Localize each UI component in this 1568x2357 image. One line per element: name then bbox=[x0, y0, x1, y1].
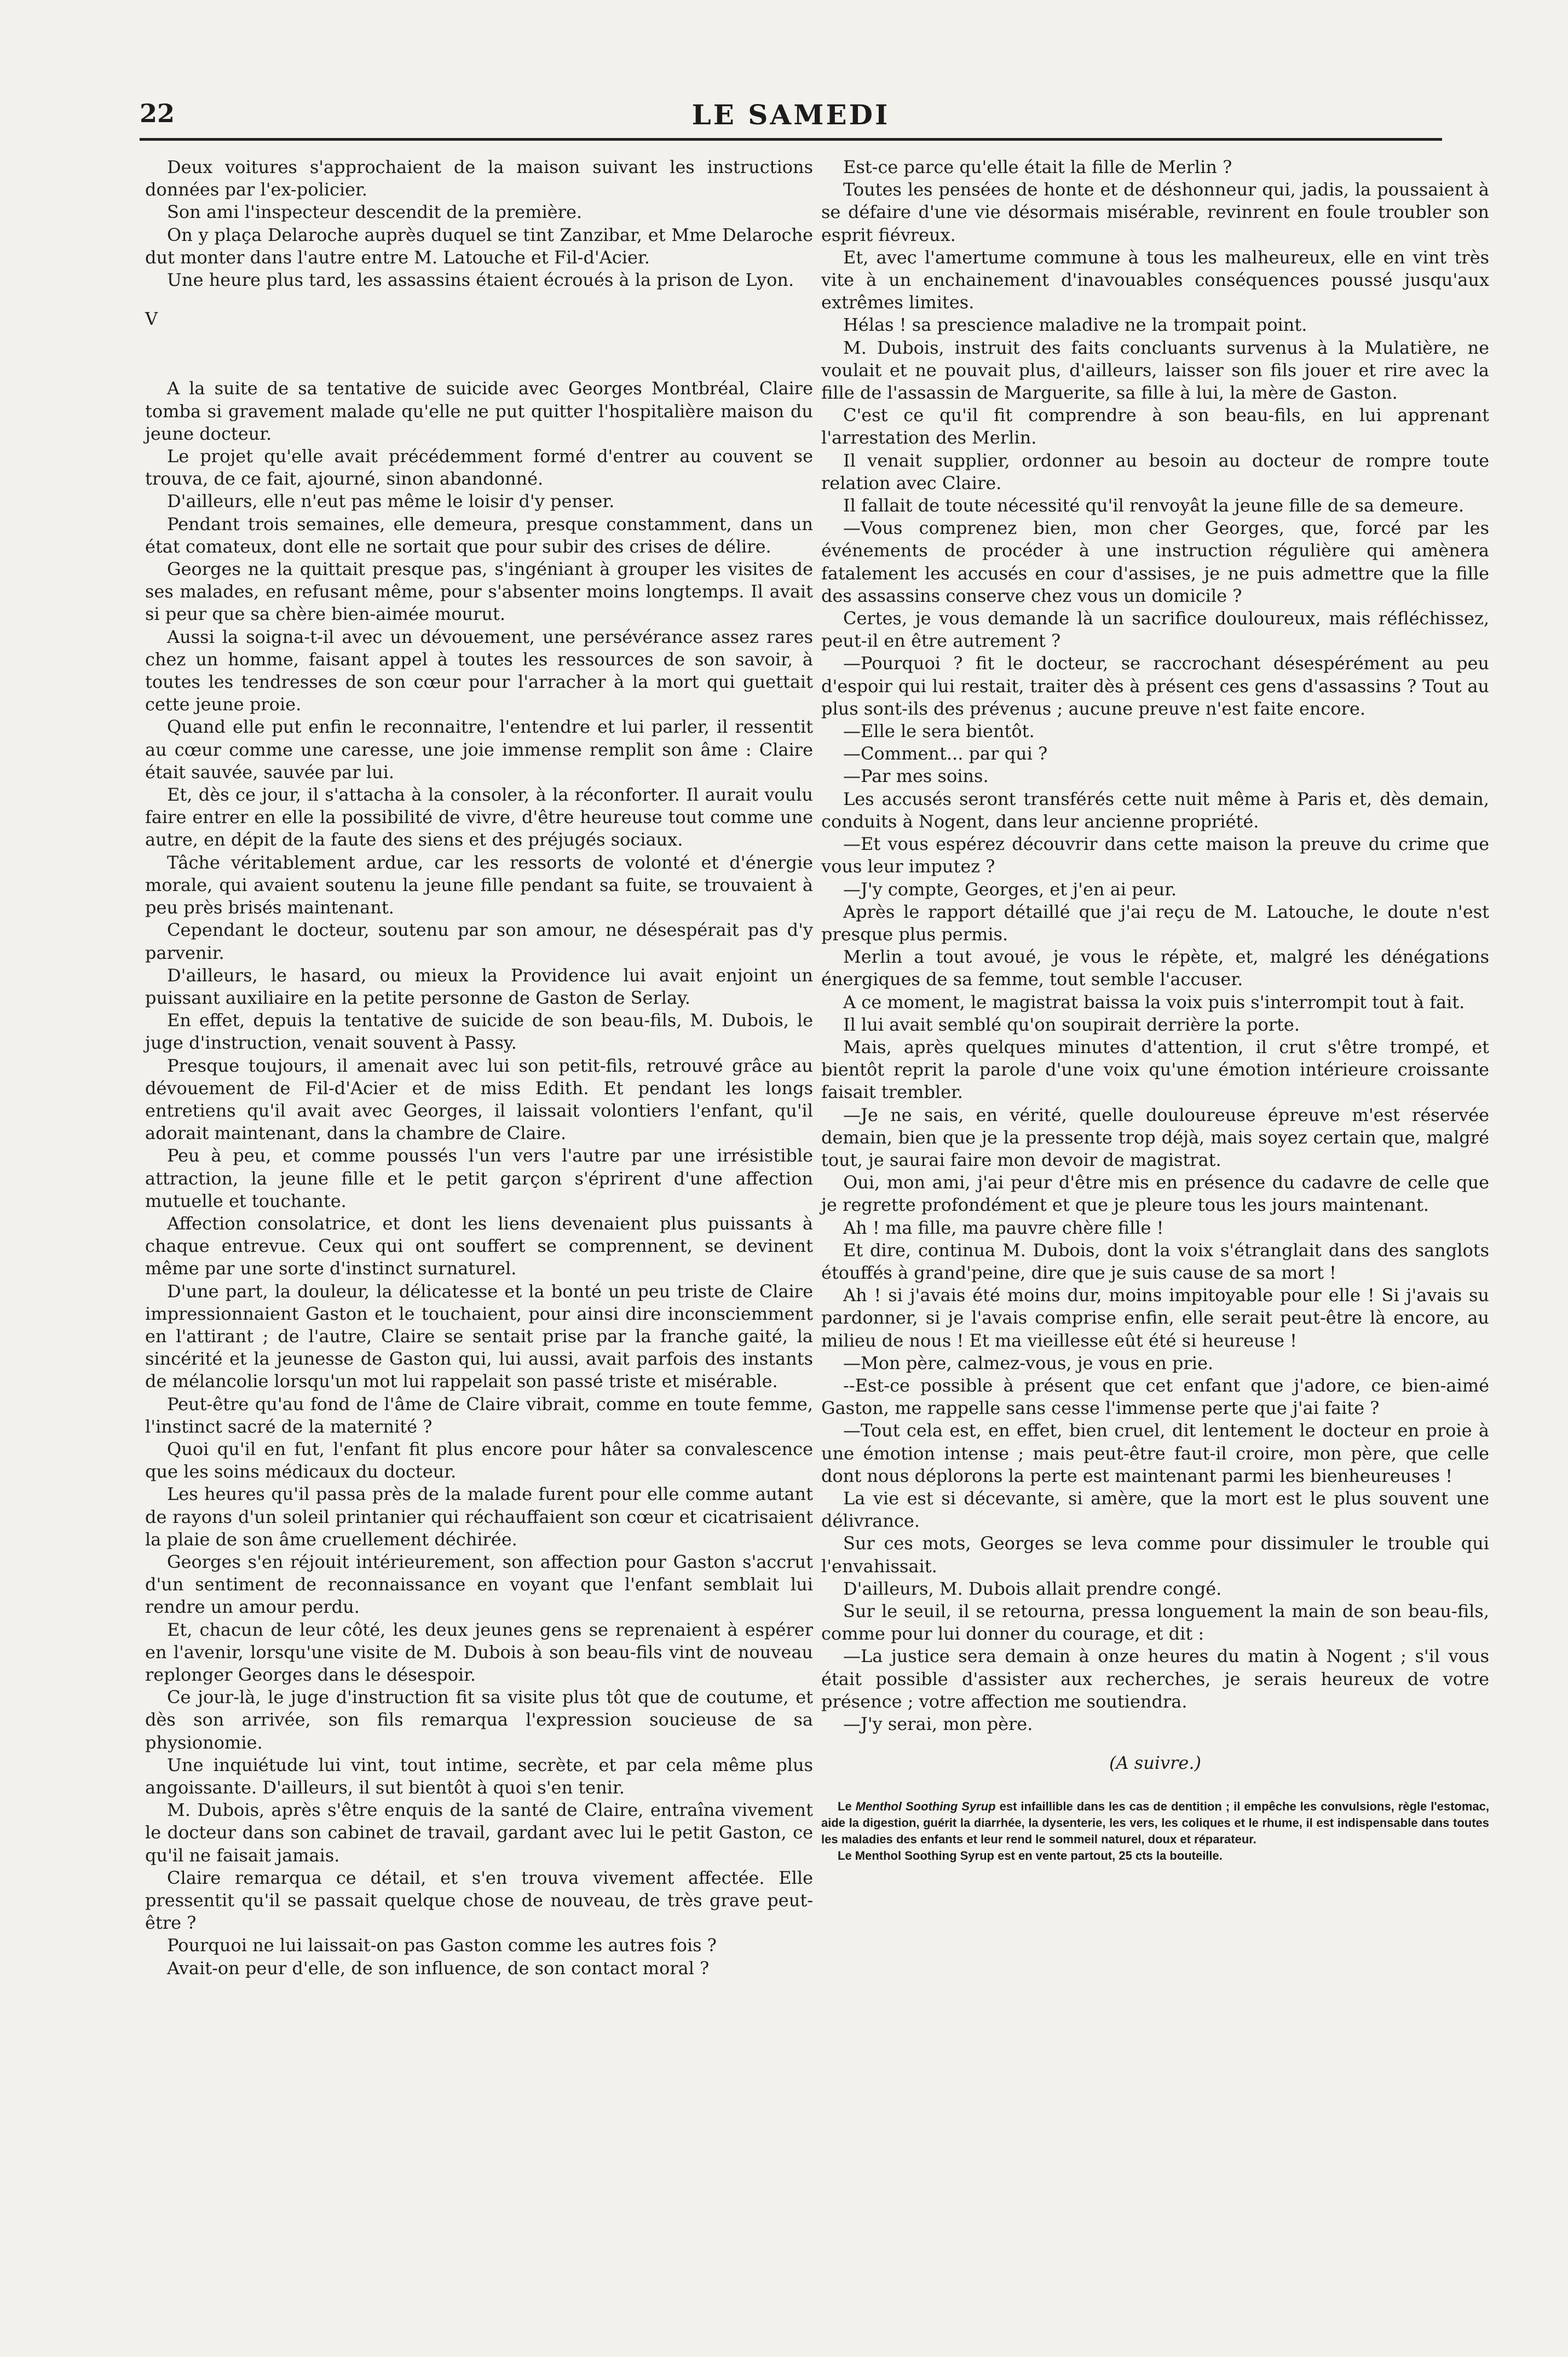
paragraph: Claire remarqua ce détail, et s'en trouva vivement affectée. Elle pressentit qu'il se passait quelque chose de nouveau, de très grave peut-être ? bbox=[145, 1867, 813, 1934]
paragraph: Ah ! si j'avais été moins dur, moins impitoyable pour elle ! Si j'avais su pardonner, si je l'avais comprise enfin, elle serait peut-être là encore, au milieu de nous ! Et ma vieillesse eût été si heureuse ! bbox=[821, 1285, 1489, 1351]
paragraph: Presque toujours, il amenait avec lui son petit-fils, retrouvé grâce au dévouement de Fil-d'Acier et de miss Edith. Et pendant les longs entretiens qu'il avait avec Georges, il laissait volontiers l'enfant, qu'il adorait maintenant, dans la chambre de Claire. bbox=[145, 1055, 813, 1144]
paragraph: Peu à peu, et comme poussés l'un vers l'autre par une irrésistible attraction, la jeune fille et le petit garçon s'éprirent d'une affection mutuelle et touchante. bbox=[145, 1145, 813, 1211]
paragraph: —Vous comprenez bien, mon cher Georges, que, forcé par les événements de procéder à une instruction régulière qui amènera fatalement les accusés en cour d'assises, je ne puis admettre que la fille des assassins conserve chez vous un domicile ? bbox=[821, 518, 1489, 606]
paragraph: Hélas ! sa prescience maladive ne la trompait point. bbox=[843, 314, 1307, 336]
right-paragraphs bbox=[821, 156, 1489, 1735]
ad-line-1: Le Menthol Soothing Syrup est infaillible dans les cas de dentition ; il empêche les convulsions, règle l'estomac, aide la digestion, guérit la diarrhée, la dysenterie, les vers, les coliques et le rhume, il est indispensable dans toutes les maladies des enfants et leur rend le sommeil naturel, doux et réparateur. bbox=[821, 1800, 1489, 1847]
paragraph: A ce moment, le magistrat baissa la voix puis s'interrompit tout à fait. bbox=[843, 991, 1465, 1013]
paragraph: —Elle le sera bientôt. bbox=[843, 721, 1035, 742]
paragraph: A la suite de sa tentative de suicide avec Georges Montbréal, Claire tomba si gravement malade qu'elle ne put quitter l'hospitalière maison du jeune docteur. bbox=[145, 378, 813, 444]
paragraph: Après le rapport détaillé que j'ai reçu de M. Latouche, le doute n'est presque plus permis. bbox=[821, 901, 1489, 945]
left-paragraphs-before bbox=[145, 156, 813, 291]
paragraph: Georges ne la quittait presque pas, s'ingéniant à grouper les visites de ses malades, en refusant même, pour s'absenter moins longtemps. Il avait si peur que sa chère bien-aimée mourut. bbox=[145, 559, 813, 625]
paragraph: —Par mes soins. bbox=[843, 766, 989, 787]
paragraph: D'ailleurs, elle n'eut pas même le loisir d'y penser. bbox=[167, 491, 615, 512]
paragraph: —Je ne sais, en vérité, quelle douloureuse épreuve m'est réservée demain, bien que je la pressente trop déjà, mais soyez certain que, malgré tout, je saurai faire mon devoir de magistrat. bbox=[821, 1104, 1489, 1170]
column-left bbox=[145, 156, 813, 1980]
page-number: 22 bbox=[140, 99, 175, 128]
paragraph: Sur le seuil, il se retourna, pressa longuement la main de son beau-fils, comme pour lui donner du courage, et dit : bbox=[821, 1601, 1489, 1645]
paragraph: Cependant le docteur, soutenu par son amour, ne désespérait pas d'y parvenir. bbox=[145, 919, 813, 963]
ad-line-2: Le Menthol Soothing Syrup est en vente partout, 25 cts la bouteille. bbox=[838, 1849, 1223, 1863]
to-be-continued: (A suivre.) bbox=[1109, 1752, 1201, 1774]
paragraph: Pourquoi ne lui laissait-on pas Gaston comme les autres fois ? bbox=[167, 1935, 717, 1956]
ad-brand: Menthol Soothing Syrup bbox=[855, 1800, 996, 1814]
paragraph: Les heures qu'il passa près de la malade furent pour elle comme autant de rayons d'un soleil printanier qui réchauffaient son cœur et cicatrisaient la plaie de son âme cruellement déchirée. bbox=[145, 1484, 813, 1550]
paragraph: —Et vous espérez découvrir dans cette maison la preuve du crime que vous leur imputez ? bbox=[821, 833, 1489, 877]
paragraph: Une heure plus tard, les assassins étaient écroués à la prison de Lyon. bbox=[167, 269, 794, 291]
section-numeral: V bbox=[145, 308, 158, 330]
paragraph: D'une part, la douleur, la délicatesse et la bonté un peu triste de Claire impressionnaient Gaston et le touchaient, pour ainsi dire inconsciemment en l'attirant ; de l'autre, Claire se sentait prise par la franche gaité, la sincérité et la jeunesse de Gaston qui, lui aussi, avait parfois des instants de mélancolie lorsqu'un mot lui rappelait son passé triste et misérable. bbox=[145, 1280, 813, 1392]
paragraph: Ce jour-là, le juge d'instruction fit sa visite plus tôt que de coutume, et dès son arrivée, son fils remarqua l'expression soucieuse de sa physionomie. bbox=[145, 1687, 813, 1753]
paragraph: Tâche véritablement ardue, car les ressorts de volonté et d'énergie morale, qui avaient soutenu la jeune fille pendant sa fuite, se trouvaient à peu près brisés maintenant. bbox=[145, 852, 813, 918]
paragraph: —J'y compte, Georges, et j'en ai peur. bbox=[843, 878, 1177, 900]
advertisement bbox=[821, 1798, 1489, 1864]
paragraph: Pendant trois semaines, elle demeura, presque constamment, dans un état comateux, dont elle ne sortait que pour subir des crises de délire. bbox=[145, 513, 813, 557]
page-header bbox=[140, 99, 1442, 137]
paragraph: C'est ce qu'il fit comprendre à son beau-fils, en lui apprenant l'arrestation des Merlin. bbox=[821, 405, 1489, 449]
paragraph: Merlin a tout avoué, je vous le répète, et, malgré les dénégations énergiques de sa femme, tout semble l'accuser. bbox=[821, 946, 1489, 990]
paragraph: Son ami l'inspecteur descendit de la première. bbox=[167, 202, 583, 223]
paragraph: --Est-ce possible à présent que cet enfant que j'adore, ce bien-aimé Gaston, me rappelle sans cesse l'immense perte que j'ai faite ? bbox=[821, 1375, 1489, 1419]
paragraph: Et dire, continua M. Dubois, dont la voix s'étranglait dans des sanglots étouffés à grand'peine, dire que je suis cause de sa mort ! bbox=[821, 1239, 1489, 1283]
paragraph: —La justice sera demain à onze heures du matin à Nogent ; s'il vous était possible d'assister aux recherches, je serais heureux de votre présence ; votre affection me soutiendra. bbox=[821, 1646, 1489, 1712]
paragraph: Ah ! ma fille, ma pauvre chère fille ! bbox=[843, 1217, 1164, 1238]
paragraph: —J'y serai, mon père. bbox=[843, 1714, 1033, 1735]
paragraph: —Mon père, calmez-vous, je vous en prie. bbox=[843, 1352, 1214, 1373]
paragraph: M. Dubois, après s'être enquis de la santé de Claire, entraîna vivement le docteur dans son cabinet de travail, gardant avec lui le petit Gaston, ce qu'il ne faisait jamais. bbox=[145, 1800, 813, 1866]
paragraph: Deux voitures s'approchaient de la maison suivant les instructions données par l'ex-policier. bbox=[145, 157, 813, 200]
paragraph: Quand elle put enfin le reconnaitre, l'entendre et lui parler, il ressentit au cœur comme une caresse, une joie immense remplit son âme : Claire était sauvée, sauvée par lui. bbox=[145, 716, 813, 783]
column-right bbox=[821, 156, 1489, 1864]
paragraph: Certes, je vous demande là un sacrifice douloureux, mais réfléchissez, peut-il en être autrement ? bbox=[821, 608, 1489, 652]
paragraph: Il fallait de toute nécessité qu'il renvoyât la jeune fille de sa demeure. bbox=[843, 495, 1465, 516]
paragraph: Est-ce parce qu'elle était la fille de Merlin ? bbox=[843, 157, 1232, 177]
paragraph: Mais, après quelques minutes d'attention, il crut s'être trompé, et bientôt reprit la parole d'une voix qu'une émotion intérieure croissante faisait trembler. bbox=[821, 1036, 1489, 1103]
paragraph: Une inquiétude lui vint, tout intime, secrète, et par cela même plus angoissante. D'ailleurs, il sut bientôt à quoi s'en tenir. bbox=[145, 1754, 813, 1798]
paragraph: —Pourquoi ? fit le docteur, se raccrochant désespérément au peu d'espoir qui lui restait, traiter dès à présent ces gens d'assassins ? Tout au plus sont-ils des prévenus ; aucune preuve n'est faite encore. bbox=[821, 653, 1489, 719]
paragraph: Le projet qu'elle avait précédemment formé d'entrer au couvent se trouva, de ce fait, ajourné, sinon abandonné. bbox=[145, 446, 813, 490]
paragraph: Avait-on peur d'elle, de son influence, de son contact moral ? bbox=[167, 1957, 710, 1979]
paragraph: Les accusés seront transférés cette nuit même à Paris et, dès demain, conduits à Nogent, dans leur ancienne propriété. bbox=[821, 788, 1489, 832]
paragraph: Il lui avait semblé qu'on soupirait derrière la porte. bbox=[843, 1014, 1300, 1035]
paragraph: Sur ces mots, Georges se leva comme pour dissimuler le trouble qui l'envahissait. bbox=[821, 1533, 1489, 1577]
paragraph: Et, avec l'amertume commune à tous les malheureux, elle en vint très vite à un enchainement d'inavouables conséquences poussé jusqu'aux extrêmes limites. bbox=[821, 246, 1489, 313]
paragraph: Aussi la soigna-t-il avec un dévouement, une persévérance assez rares chez un homme, faisant appel à toutes les ressources de son savoir, à toutes les tendresses de son cœur pour l'arracher à la mort qui guettait cette jeune proie. bbox=[145, 626, 813, 715]
paragraph: D'ailleurs, M. Dubois allait prendre congé. bbox=[843, 1578, 1222, 1599]
paragraph: On y plaça Delaroche auprès duquel se tint Zanzibar, et Mme Delaroche dut monter dans l'autre entre M. Latouche et Fil-d'Acier. bbox=[145, 224, 813, 268]
paragraph: D'ailleurs, le hasard, ou mieux la Providence lui avait enjoint un puissant auxiliaire en la petite personne de Gaston de Serlay. bbox=[145, 964, 813, 1008]
paragraph: Peut-être qu'au fond de l'âme de Claire vibrait, comme en toute femme, l'instinct sacré de la maternité ? bbox=[145, 1393, 813, 1437]
paragraph: Et, dès ce jour, il s'attacha à la consoler, à la réconforter. Il aurait voulu faire entrer en elle la possibilité de vivre, d'être heureuse tout comme une autre, en dépit de la faute des siens et des préjugés sociaux. bbox=[145, 784, 813, 850]
header-rule bbox=[140, 138, 1442, 141]
paragraph: Oui, mon ami, j'ai peur d'être mis en présence du cadavre de celle que je regrette profondément et que je pleure tous les jours maintenant. bbox=[821, 1172, 1489, 1216]
paragraph: Georges s'en réjouit intérieurement, son affection pour Gaston s'accrut d'un sentiment de reconnaissance en voyant que l'enfant semblait lui rendre un amour perdu. bbox=[145, 1551, 813, 1618]
paragraph: Il venait supplier, ordonner au besoin au docteur de rompre toute relation avec Claire. bbox=[821, 450, 1489, 493]
paragraph: Toutes les pensées de honte et de déshonneur qui, jadis, la poussaient à se défaire d'une vie désormais misérable, revinrent en foule troubler son esprit fiévreux. bbox=[821, 179, 1489, 245]
paragraph: Quoi qu'il en fut, l'enfant fit plus encore pour hâter sa convalescence que les soins médicaux du docteur. bbox=[145, 1438, 813, 1482]
paragraph: Et, chacun de leur côté, les deux jeunes gens se reprenaient à espérer en l'avenir, lorsqu'une visite de M. Dubois à son beau-fils vint de nouveau replonger Georges dans le désespoir. bbox=[145, 1619, 813, 1685]
paragraph: La vie est si décevante, si amère, que la mort est le plus souvent une délivrance. bbox=[821, 1487, 1489, 1532]
journal-title: LE SAMEDI bbox=[691, 99, 890, 131]
paragraph: —Tout cela est, en effet, bien cruel, dit lentement le docteur en proie à une émotion intense ; mais peut-être faut-il croire, mon père, que celle dont nous déplorons la perte est maintenant parmi les bienheureuses ! bbox=[821, 1420, 1489, 1486]
paragraph: Affection consolatrice, et dont les liens devenaient plus puissants à chaque entrevue. Ceux qui ont souffert se comprennent, se devinent même par une sorte d'instinct surnaturel. bbox=[145, 1212, 813, 1279]
paragraph: M. Dubois, instruit des faits concluants survenus à la Mulatière, ne voulait et ne pouvait plus, d'ailleurs, laisser son fils jouer et rire avec la fille de l'assassin de Marguerite, sa fille à lui, la mère de Gaston. bbox=[821, 337, 1489, 404]
paragraph: En effet, depuis la tentative de suicide de son beau-fils, M. Dubois, le juge d'instruction, venait souvent à Passy. bbox=[145, 1010, 813, 1054]
left-paragraphs-after bbox=[145, 377, 813, 1979]
paragraph: —Comment... par qui ? bbox=[843, 743, 1048, 764]
